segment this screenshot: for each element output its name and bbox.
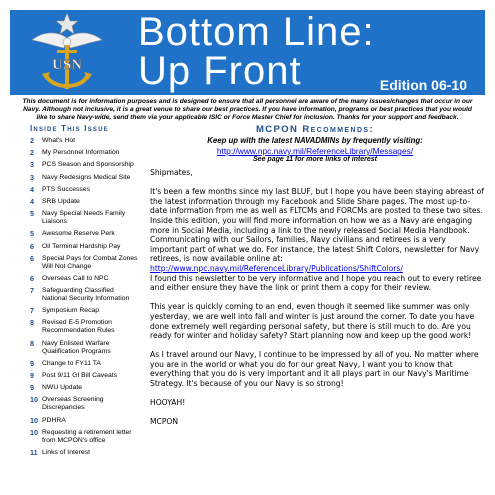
- toc-page-number: 10: [30, 415, 38, 425]
- mcpon-recommends-box: [150, 124, 480, 163]
- toc-item[interactable]: [30, 161, 140, 169]
- letter-paragraph-2: This year is quickly coming to an end, even though it seemed like summer was only yesterday, we are well into fall and winter is just around the corner. To date you have done extremely well regarding personal safety, but there is still much to do. Are you ready for winter and holiday safety? Start planning now and keep up the good work!: [150, 302, 475, 341]
- toc-label: Safeguarding Classified National Security Information: [42, 287, 130, 303]
- toc-item[interactable]: [30, 255, 140, 271]
- toc-label: Navy Redesigns Medical Site: [42, 173, 131, 181]
- toc-page-number: 7: [30, 306, 34, 316]
- toc-page-number: 10: [30, 427, 38, 437]
- toc-label: PDHRA: [42, 416, 66, 424]
- toc-label: Navy Special Needs Family Liaisons: [42, 210, 126, 226]
- toc-label: Navy Enlisted Warfare Qualification Programs: [42, 339, 111, 355]
- toc-item[interactable]: [30, 372, 140, 380]
- toc-label: My Personnel Information: [42, 149, 120, 157]
- toc-label: SRB Update: [42, 197, 80, 205]
- toc-page-number: 9: [30, 383, 34, 393]
- toc-page-number: 5: [30, 229, 34, 239]
- toc-item[interactable]: [30, 230, 140, 238]
- toc-item[interactable]: [30, 149, 140, 157]
- toc-page-number: 2: [30, 148, 34, 158]
- toc-list: [30, 137, 140, 457]
- toc-label: Links of Interest: [42, 448, 90, 456]
- disclaimer-text: This document is for information purposes and is designed to ensure that all personnel are aware of the many issues/changes that occur in our Navy. Although not inclusive, it is a great venue to share our best practices. If you have information, programs or best practices that you would like to share Navy-wide, send them via your applicable ISIC or Force Master Chief for inclusion. Thanks for your support and feedback.: [22, 98, 473, 122]
- toc-item[interactable]: [30, 449, 140, 457]
- toc-page-number: 3: [30, 172, 34, 182]
- toc-page-number: 11: [30, 447, 38, 457]
- toc-label: Post 9/11 GI Bill Caveats: [42, 372, 118, 379]
- toc-page-number: 6: [30, 273, 34, 283]
- header-banner: [10, 10, 485, 95]
- letter-greeting: Shipmates,: [150, 168, 193, 177]
- toc-item[interactable]: [30, 319, 140, 335]
- toc-label: Special Pays for Combat Zones Will Not Change: [42, 254, 138, 270]
- toc-item[interactable]: [30, 340, 140, 356]
- toc-item[interactable]: [30, 137, 140, 145]
- toc-page-number: 5: [30, 209, 34, 219]
- shift-colors-link[interactable]: http://www.npc.navy.mil/ReferenceLibrary/Publications/ShiftColors/: [150, 263, 403, 273]
- toc-item[interactable]: [30, 210, 140, 226]
- recommends-subtitle: Keep up with the latest NAVADMINs by frequently visiting:: [207, 136, 423, 145]
- recommends-note: See page 11 for more links of interest: [253, 156, 377, 163]
- toc-label: NWU Update: [42, 384, 83, 392]
- toc-page-number: 8: [30, 338, 34, 348]
- toc-label: Requesting a retirement letter from MCPON's office: [42, 428, 132, 444]
- toc-item[interactable]: [30, 396, 140, 412]
- toc-item[interactable]: [30, 384, 140, 392]
- letter-closing: HOOYAH!: [150, 398, 186, 408]
- page-title: [138, 10, 375, 93]
- letter-signature: MCPON: [150, 417, 179, 427]
- toc-item[interactable]: [30, 243, 140, 251]
- toc-item[interactable]: [30, 417, 140, 425]
- toc-item[interactable]: [30, 186, 140, 194]
- toc-label: Awesome Reserve Perk: [42, 230, 115, 238]
- svg-text:USN: USN: [51, 57, 83, 73]
- toc-page-number: 8: [30, 318, 34, 328]
- letter-paragraph-1: It's been a few months since my last BLUF, but I hope you have been staying abreast of the latest information through my Facebook and Slide Share pages. The most up-to-date information from me as well as FLTCMs and FORCMs are posted to these two sites. Inside this edition, you will find more information on how we as a Navy are engaging more in Social Media, including a link to the newly released Social Media Handbook. Communicating with our Sailors, families, Navy civilians and retirees is a very important part of what we do. For instance, the latest Shift Colors, newsletter for Navy retirees, is now available online at: http://www.npc.navy.mil/ReferenceLibrary/Publications/ShiftColors/ I found this newsletter to be very informative and I hope you reach out to every retiree and either ensure they have the link or print them a copy for their review.: [150, 187, 484, 293]
- toc-page-number: 6: [30, 253, 34, 263]
- recommends-title: MCPON Recommends:: [255, 124, 375, 135]
- toc-page-number: 4: [30, 184, 34, 194]
- letter-body: [150, 168, 485, 437]
- title-line-1: Bottom Line:: [138, 10, 375, 54]
- toc-item[interactable]: [30, 198, 140, 206]
- toc-item[interactable]: [30, 429, 140, 445]
- toc-page-number: 10: [30, 395, 38, 405]
- toc-page-number: 9: [30, 358, 34, 368]
- toc-item[interactable]: [30, 307, 140, 315]
- toc-page-number: 2: [30, 136, 34, 145]
- usn-anchor-logo: [24, 12, 110, 95]
- toc-label: Revised E-5 Promotion Recommendation Rules: [42, 319, 115, 335]
- table-of-contents: [30, 124, 140, 461]
- toc-label: What's Hot: [42, 137, 76, 144]
- toc-item[interactable]: [30, 275, 140, 283]
- title-line-2: Up Front: [138, 49, 302, 93]
- toc-page-number: 6: [30, 241, 34, 251]
- toc-page-number: 4: [30, 196, 34, 206]
- letter-paragraph-3: As I travel around our Navy, I continue to be impressed by all of you. No matter where you are in the world or what you do for our great Navy, I want you to know that everything that you do is very important and it all plays part in our Navy's Maritime Strategy. It's because of you our Navy is so strong!: [150, 350, 479, 389]
- toc-item[interactable]: [30, 287, 140, 303]
- toc-item[interactable]: [30, 360, 140, 368]
- toc-label: Overseas Screening Discrepancies: [42, 396, 104, 412]
- toc-label: PCS Season and Sponsorship: [42, 161, 134, 169]
- navadmin-link[interactable]: http://www.npc.navy.mil/ReferenceLibrary/Messages/: [216, 146, 414, 156]
- toc-label: PTS Successes: [42, 185, 90, 193]
- toc-page-number: 7: [30, 286, 34, 296]
- edition-label: Edition 06-10: [379, 77, 467, 93]
- toc-heading: Inside This Issue: [30, 124, 109, 133]
- toc-label: Change to FY11 TA: [42, 359, 101, 367]
- toc-label: Oil Terminal Hardship Pay: [42, 242, 121, 250]
- toc-label: Overseas Call to NPC: [42, 274, 109, 282]
- toc-page-number: 3: [30, 160, 34, 170]
- toc-item[interactable]: [30, 174, 140, 182]
- toc-page-number: 9: [30, 371, 34, 380]
- toc-label: Symposium Recap: [42, 307, 100, 315]
